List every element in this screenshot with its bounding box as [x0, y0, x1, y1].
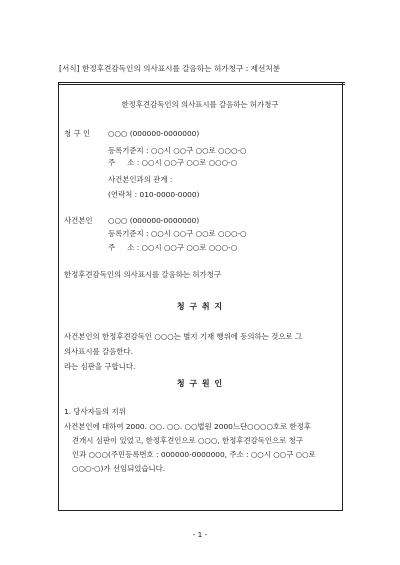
- cause-line-4: ○○○-○)가 선임되었습니다.: [72, 464, 166, 473]
- cause-subheading: 1. 당사자들의 지위: [64, 407, 126, 416]
- principal-name: ○○○ (000000-0000000): [108, 216, 200, 225]
- principal-label: 사건본인: [64, 216, 93, 225]
- principal-address: 주 소 : ○○시 ○○구 ○○로 ○○○-○: [108, 243, 238, 252]
- page-number: - 1 -: [192, 530, 208, 539]
- principal-registry: 등록기준지 : ○○시 ○○구 ○○로 ○○○-○: [108, 229, 247, 238]
- purpose-line-3: 라는 심판을 구합니다.: [64, 362, 136, 371]
- claimant-contact: (연락처 : 010-0000-0000): [108, 190, 200, 199]
- purpose-heading: 청 구 취 지: [176, 302, 224, 311]
- form-header: [서식] 한정후견감독인의 의사표시를 갈음하는 허가청구 : 제선처분: [59, 64, 281, 73]
- document-title: 한정후견감독인의 의사표시를 갈음하는 허가청구: [121, 100, 279, 109]
- purpose-line-1: 사건본인의 한정후견감독인 ○○○는 별지 기재 행위에 동의하는 것으로 그: [64, 332, 303, 341]
- claimant-registry: 등록기준지 : ○○시 ○○구 ○○로 ○○○-○: [108, 146, 247, 155]
- claimant-name: ○○○ (000000-0000000): [108, 129, 200, 138]
- cause-line-1: 사건본인에 대하여 2000. ○○. ○○. ○○법원 2000느단○○○○호로 한정후: [64, 422, 311, 431]
- cause-line-2: 견개시 심판이 있었고, 한정후견인으로 ○○○, 한정후견감독인으로 청구: [72, 436, 303, 445]
- purpose-line-2: 의사표시를 갈음한다.: [64, 347, 133, 356]
- cause-heading: 청 구 원 인: [176, 379, 224, 388]
- case-name: 한정후견감독인의 의사표시를 갈음하는 허가청구: [64, 270, 221, 279]
- cause-line-3: 인과 ○○○(주민등록번호 : 000000-0000000, 주소 : ○○시 ○○구 ○○로: [72, 450, 316, 459]
- claimant-address: 주 소 : ○○시 ○○구 ○○로 ○○○-○: [108, 158, 238, 167]
- claimant-relation: 사건본인과의 관계 :: [108, 175, 173, 184]
- claimant-label: 청 구 인: [64, 129, 91, 138]
